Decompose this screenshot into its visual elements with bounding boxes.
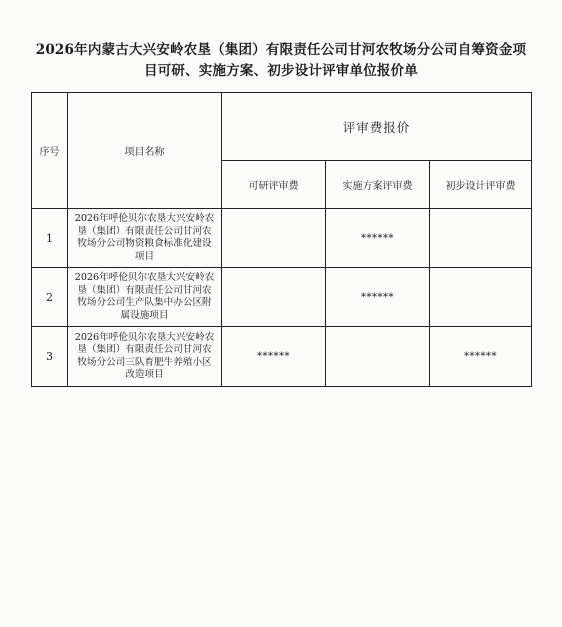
title-line-1: 2026年内蒙古大兴安岭农垦（集团）有限责任公司甘河农牧场分公司自筹资金项 [35,42,527,58]
row-feasibility-fee: ****** [222,327,326,387]
title-line-2: 目可研、实施方案、初步设计评审单位报价单 [144,63,418,79]
header-row-top [32,93,532,161]
quote-table [31,92,532,387]
row-plan-fee: ****** [326,209,430,268]
header-project-name: 项目名称 [68,93,222,209]
row-seq: 3 [32,327,68,387]
document-title [20,40,542,82]
row-seq: 1 [32,209,68,268]
header-feasibility-fee: 可研评审费 [222,161,326,209]
row-plan-fee [326,327,430,387]
row-project-name: 2026年呼伦贝尔农垦大兴安岭农垦（集团）有限责任公司甘河农牧场分公司三队育肥牛养殖小区改造项目 [68,327,222,387]
header-plan-fee: 实施方案评审费 [326,161,430,209]
table-row [32,268,532,327]
row-feasibility-fee [222,268,326,327]
table-row [32,327,532,387]
row-design-fee: ****** [430,327,532,387]
row-project-name: 2026年呼伦贝尔农垦大兴安岭农垦（集团）有限责任公司甘河农牧场分公司物资粮食标准化建设项目 [68,209,222,268]
row-design-fee [430,209,532,268]
row-seq: 2 [32,268,68,327]
table-row [32,209,532,268]
row-feasibility-fee [222,209,326,268]
row-design-fee [430,268,532,327]
row-project-name: 2026年呼伦贝尔农垦大兴安岭农垦（集团）有限责任公司甘河农牧场分公司生产队集中办公区附属设施项目 [68,268,222,327]
header-design-fee: 初步设计评审费 [430,161,532,209]
header-review-fee-group: 评审费报价 [222,93,532,161]
row-plan-fee: ****** [326,268,430,327]
header-seq: 序号 [32,93,68,209]
